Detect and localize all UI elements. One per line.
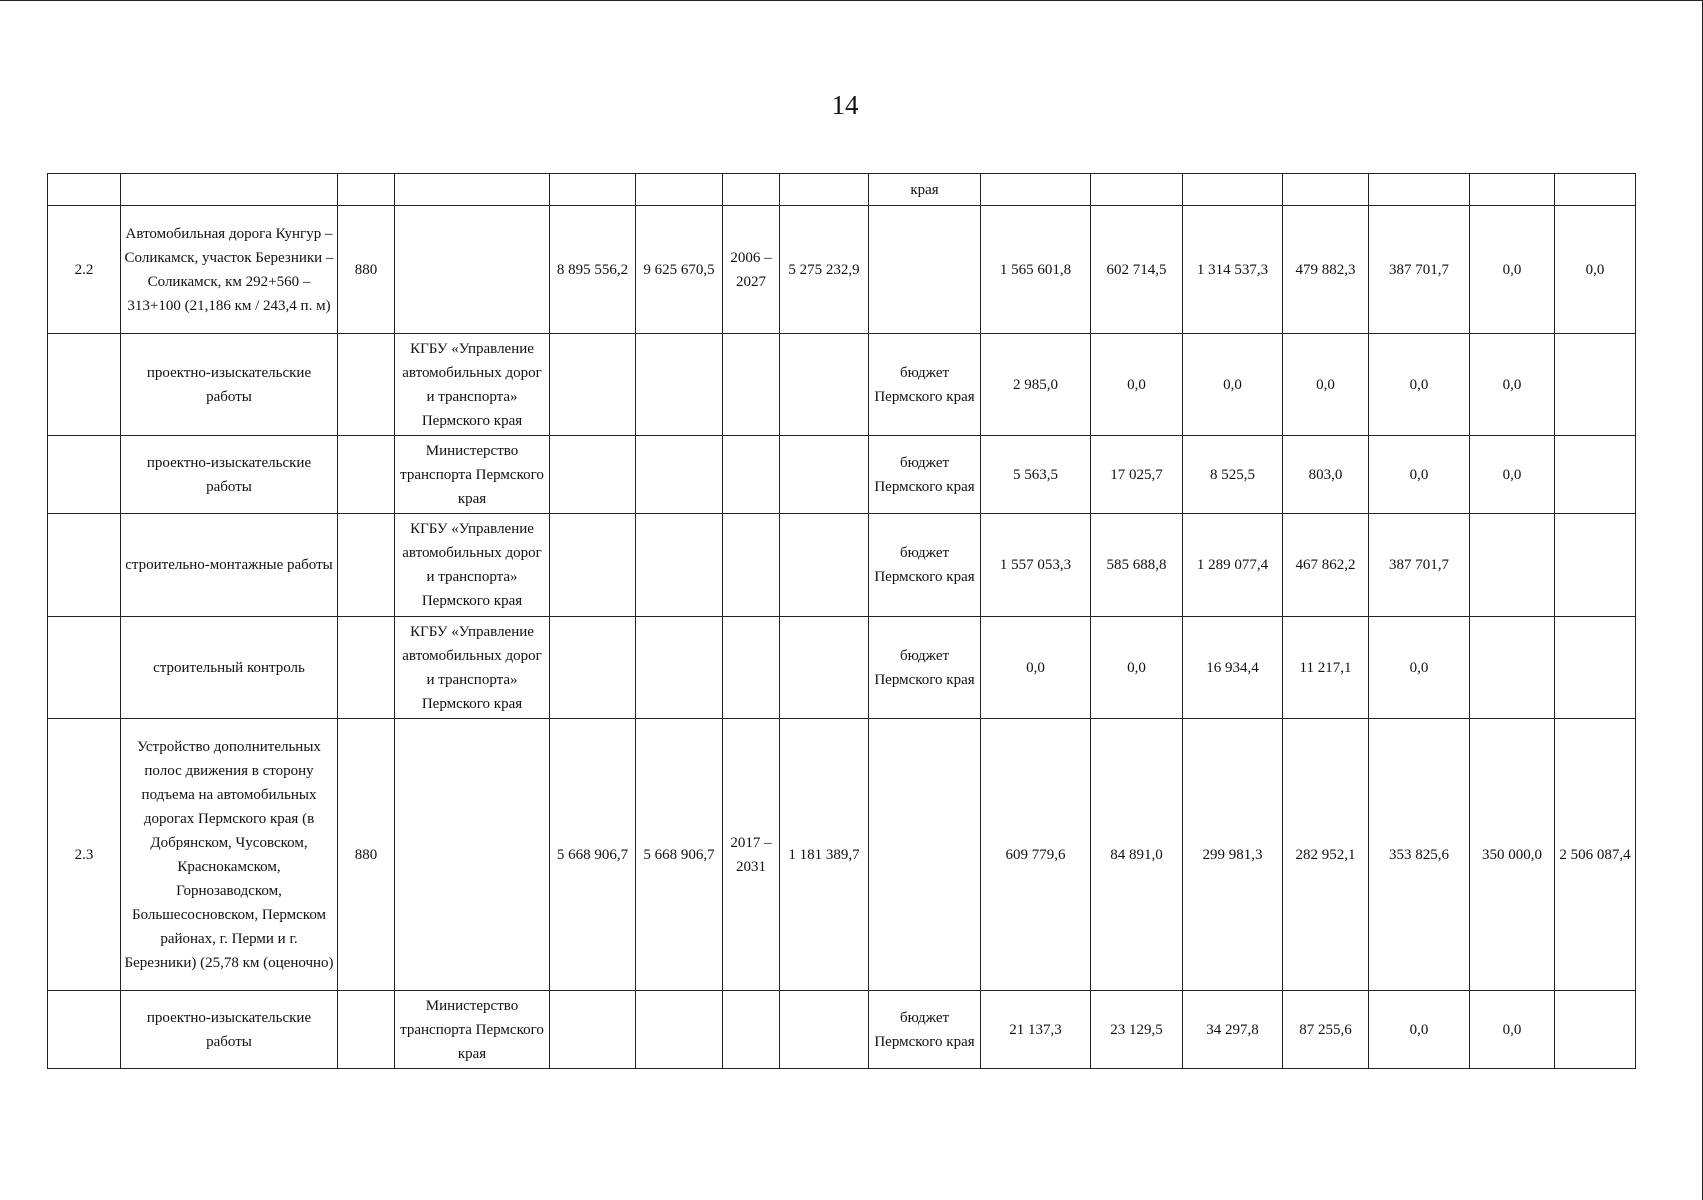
table-cell-col-total-cost <box>550 436 636 514</box>
table-cell-col-year-2: 84 891,0 <box>1091 719 1183 991</box>
table-cell-col-year-3: 299 981,3 <box>1183 719 1283 991</box>
table-cell-col-period <box>723 617 780 719</box>
table-cell-col-cost-current: 9 625 670,5 <box>636 206 723 334</box>
table-row <box>48 334 1636 436</box>
table-cell-col-funded-before: 5 275 232,9 <box>780 206 869 334</box>
table-cell-col-code <box>338 514 395 617</box>
table-cell-col-year-7 <box>1555 436 1636 514</box>
table-cell-col-code <box>338 334 395 436</box>
table-cell-col-source <box>869 719 981 991</box>
table-cell-col-source: бюджет Пермского края <box>869 617 981 719</box>
table-cell-col-year-5: 0,0 <box>1369 617 1470 719</box>
table-cell-col-year-3: 1 314 537,3 <box>1183 206 1283 334</box>
table-cell-col-cost-current <box>636 436 723 514</box>
table-cell-col-year-6: 0,0 <box>1470 206 1555 334</box>
table-cell-col-year-6: 0,0 <box>1470 334 1555 436</box>
table-cell-col-year-1: 609 779,6 <box>981 719 1091 991</box>
table-cell-col-number <box>48 617 121 719</box>
table-cell-col-year-2: 23 129,5 <box>1091 991 1183 1069</box>
table-cell-col-year-7 <box>1555 991 1636 1069</box>
table-cell-col-year-2 <box>1091 174 1183 206</box>
table-cell-col-total-cost: 8 895 556,2 <box>550 206 636 334</box>
table-cell-col-year-3: 16 934,4 <box>1183 617 1283 719</box>
table-cell-col-year-1: 2 985,0 <box>981 334 1091 436</box>
table-cell-col-cost-current <box>636 617 723 719</box>
table-cell-col-source: края <box>869 174 981 206</box>
table-row <box>48 514 1636 617</box>
table-cell-col-total-cost <box>550 174 636 206</box>
table-cell-col-funded-before: 1 181 389,7 <box>780 719 869 991</box>
table-cell-col-year-6 <box>1470 174 1555 206</box>
table-row <box>48 617 1636 719</box>
table-cell-col-total-cost <box>550 991 636 1069</box>
table-cell-col-number: 2.2 <box>48 206 121 334</box>
table-cell-col-number <box>48 436 121 514</box>
table-cell-col-executor: КГБУ «Управление автомобильных дорог и транспорта» Пермского края <box>395 334 550 436</box>
table-cell-col-name: проектно-изыскательские работы <box>121 991 338 1069</box>
table-cell-col-year-7: 2 506 087,4 <box>1555 719 1636 991</box>
table-cell-col-source: бюджет Пермского края <box>869 991 981 1069</box>
scan-top-edge <box>0 0 1703 1</box>
table-cell-col-year-7 <box>1555 334 1636 436</box>
table-cell-col-name: строительный контроль <box>121 617 338 719</box>
table-cell-col-code: 880 <box>338 206 395 334</box>
page-number: 14 <box>831 90 859 120</box>
table-cell-col-name: проектно-изыскательские работы <box>121 334 338 436</box>
table-cell-col-year-6 <box>1470 514 1555 617</box>
table-cell-col-number <box>48 514 121 617</box>
table-cell-col-year-2: 585 688,8 <box>1091 514 1183 617</box>
table-cell-col-year-4: 282 952,1 <box>1283 719 1369 991</box>
table-cell-col-funded-before <box>780 334 869 436</box>
table-cell-col-code <box>338 617 395 719</box>
table-cell-col-period <box>723 174 780 206</box>
table-cell-col-source: бюджет Пермского края <box>869 436 981 514</box>
table-row <box>48 991 1636 1069</box>
table-cell-col-year-2: 0,0 <box>1091 334 1183 436</box>
table-cell-col-source: бюджет Пермского края <box>869 334 981 436</box>
table-cell-col-source: бюджет Пермского края <box>869 514 981 617</box>
table-cell-col-period <box>723 436 780 514</box>
table-cell-col-cost-current <box>636 174 723 206</box>
table-cell-col-year-1 <box>981 174 1091 206</box>
table-cell-col-cost-current: 5 668 906,7 <box>636 719 723 991</box>
table-cell-col-code <box>338 991 395 1069</box>
table-cell-col-code <box>338 436 395 514</box>
table-row <box>48 719 1636 991</box>
table-cell-col-year-3: 34 297,8 <box>1183 991 1283 1069</box>
table-cell-col-source <box>869 206 981 334</box>
table-cell-col-name: Автомобильная дорога Кунгур – Соликамск, участок Березники – Соликамск, км 292+560 – 313+100 (21,186 км / 243,4 п. м) <box>121 206 338 334</box>
table-row <box>48 206 1636 334</box>
table-cell-col-executor <box>395 719 550 991</box>
table-cell-col-period <box>723 334 780 436</box>
table-cell-col-year-4 <box>1283 174 1369 206</box>
table-cell-col-year-6: 0,0 <box>1470 436 1555 514</box>
table-cell-col-year-2: 0,0 <box>1091 617 1183 719</box>
table-cell-col-cost-current <box>636 514 723 617</box>
table-cell-col-year-4: 479 882,3 <box>1283 206 1369 334</box>
table-cell-col-year-4: 803,0 <box>1283 436 1369 514</box>
table-cell-col-year-3 <box>1183 174 1283 206</box>
table-cell-col-period <box>723 514 780 617</box>
table-cell-col-year-6 <box>1470 617 1555 719</box>
table-cell-col-total-cost <box>550 334 636 436</box>
table-cell-col-year-7 <box>1555 617 1636 719</box>
table-cell-col-executor: Министерство транспорта Пермского края <box>395 436 550 514</box>
table-cell-col-executor <box>395 206 550 334</box>
table-cell-col-name: проектно-изыскательские работы <box>121 436 338 514</box>
table-cell-col-year-7 <box>1555 174 1636 206</box>
table-cell-col-funded-before <box>780 617 869 719</box>
table-cell-col-executor: Министерство транспорта Пермского края <box>395 991 550 1069</box>
table-cell-col-year-5: 387 701,7 <box>1369 514 1470 617</box>
table-cell-col-total-cost: 5 668 906,7 <box>550 719 636 991</box>
table-cell-col-year-2: 602 714,5 <box>1091 206 1183 334</box>
table-cell-col-period <box>723 991 780 1069</box>
table-cell-col-year-1: 0,0 <box>981 617 1091 719</box>
table-cell-col-year-1: 21 137,3 <box>981 991 1091 1069</box>
table-cell-col-period: 2006 – 2027 <box>723 206 780 334</box>
table-cell-col-year-1: 1 565 601,8 <box>981 206 1091 334</box>
table-cell-col-year-6: 350 000,0 <box>1470 719 1555 991</box>
table-cell-col-year-5: 0,0 <box>1369 334 1470 436</box>
table-cell-col-number <box>48 334 121 436</box>
table-cell-col-year-2: 17 025,7 <box>1091 436 1183 514</box>
table-cell-col-code: 880 <box>338 719 395 991</box>
table-cell-col-year-3: 8 525,5 <box>1183 436 1283 514</box>
table-cell-col-funded-before <box>780 991 869 1069</box>
table-cell-col-name <box>121 174 338 206</box>
table-cell-col-year-3: 0,0 <box>1183 334 1283 436</box>
table-row <box>48 174 1636 206</box>
table-cell-col-funded-before <box>780 436 869 514</box>
table-cell-col-name: строительно-монтажные работы <box>121 514 338 617</box>
table-cell-col-total-cost <box>550 514 636 617</box>
table-cell-col-year-5 <box>1369 174 1470 206</box>
table-cell-col-year-7 <box>1555 514 1636 617</box>
table-cell-col-cost-current <box>636 334 723 436</box>
table-cell-col-number: 2.3 <box>48 719 121 991</box>
table-cell-col-period: 2017 – 2031 <box>723 719 780 991</box>
table-cell-col-total-cost <box>550 617 636 719</box>
table-cell-col-number <box>48 991 121 1069</box>
table-cell-col-executor <box>395 174 550 206</box>
table-cell-col-number <box>48 174 121 206</box>
table-cell-col-name: Устройство дополнительных полос движения в сторону подъема на автомобильных дорогах Пермского края (в Добрянском, Чусовском, Краснокамском, Горнозаводском, Большесосновском, Пермском районах, г. Перми и г. Березники) (25,78 км (оценочно) <box>121 719 338 991</box>
table-cell-col-year-6: 0,0 <box>1470 991 1555 1069</box>
table-cell-col-funded-before <box>780 514 869 617</box>
table-cell-col-year-4: 0,0 <box>1283 334 1369 436</box>
table-row <box>48 436 1636 514</box>
table-cell-col-year-5: 387 701,7 <box>1369 206 1470 334</box>
table-cell-col-year-3: 1 289 077,4 <box>1183 514 1283 617</box>
table-cell-col-year-7: 0,0 <box>1555 206 1636 334</box>
table-cell-col-cost-current <box>636 991 723 1069</box>
table-cell-col-year-5: 353 825,6 <box>1369 719 1470 991</box>
table-cell-col-year-1: 1 557 053,3 <box>981 514 1091 617</box>
table-cell-col-year-5: 0,0 <box>1369 436 1470 514</box>
table-cell-col-year-4: 87 255,6 <box>1283 991 1369 1069</box>
table-cell-col-year-5: 0,0 <box>1369 991 1470 1069</box>
table-cell-col-year-1: 5 563,5 <box>981 436 1091 514</box>
table-cell-col-code <box>338 174 395 206</box>
program-table <box>47 173 1636 1069</box>
table-cell-col-executor: КГБУ «Управление автомобильных дорог и транспорта» Пермского края <box>395 514 550 617</box>
table-cell-col-year-4: 11 217,1 <box>1283 617 1369 719</box>
table-cell-col-funded-before <box>780 174 869 206</box>
table-cell-col-year-4: 467 862,2 <box>1283 514 1369 617</box>
table-cell-col-executor: КГБУ «Управление автомобильных дорог и транспорта» Пермского края <box>395 617 550 719</box>
